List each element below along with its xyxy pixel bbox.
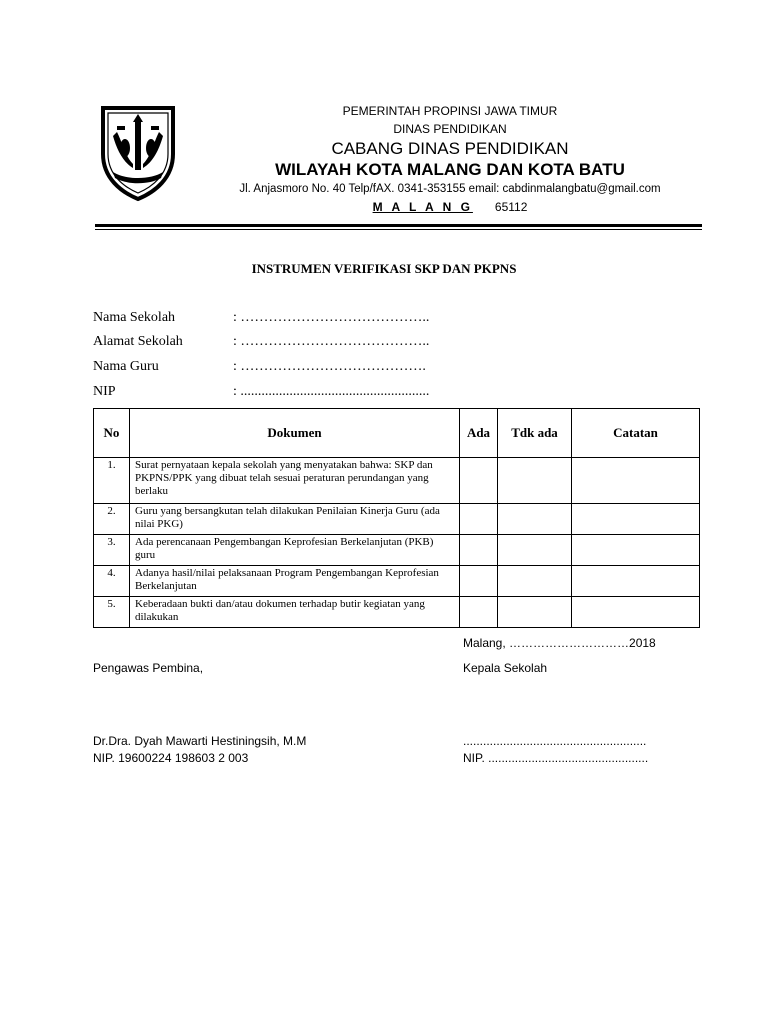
header-tdk-ada: Tdk ada — [498, 409, 572, 458]
letterhead-government: PEMERINTAH PROPINSI JAWA TIMUR — [342, 104, 558, 118]
field-label: Alamat Sekolah — [93, 334, 183, 349]
letterhead-branch: CABANG DINAS PENDIDIKAN — [331, 139, 569, 158]
header-no: No — [94, 409, 130, 458]
cell-tdk-ada[interactable] — [498, 458, 572, 504]
verification-table — [93, 408, 700, 628]
field-value: : …………………………………. — [233, 359, 426, 374]
cell-ada[interactable] — [460, 504, 498, 535]
cell-tdk-ada[interactable] — [498, 597, 572, 628]
field-nama-guru — [93, 359, 426, 375]
letterhead-divider-thin — [95, 229, 702, 230]
row-document: Adanya hasil/nilai pelaksanaan Program Pengembangan Keprofesian Berkelanjutan — [130, 566, 460, 597]
cell-catatan[interactable] — [572, 566, 700, 597]
row-document: Guru yang bersangkutan telah dilakukan Penilaian Kinerja Guru (ada nilai PKG) — [130, 504, 460, 535]
field-value: : ………………………………….. — [233, 310, 430, 325]
field-value: : ...................................................... — [233, 384, 430, 399]
letterhead-city: M A L A N G — [372, 200, 473, 214]
left-signer-name: Dr.Dra. Dyah Mawarti Hestiningsih, M.M — [93, 734, 307, 748]
field-nip — [93, 384, 429, 400]
signature-date: Malang, …………………………2018 — [463, 636, 656, 650]
cell-tdk-ada[interactable] — [498, 566, 572, 597]
table-row — [94, 597, 700, 628]
header-catatan: Catatan — [572, 409, 700, 458]
right-signer-title: Kepala Sekolah — [463, 661, 548, 675]
table-header-row — [94, 409, 700, 458]
cell-catatan[interactable] — [572, 504, 700, 535]
row-document: Keberadaan bukti dan/atau dokumen terhadap butir kegiatan yang dilakukan — [130, 597, 460, 628]
field-nama-sekolah — [93, 310, 429, 326]
row-number: 5. — [94, 597, 130, 628]
letterhead-department: DINAS PENDIDIKAN — [393, 122, 507, 136]
letterhead-address: Jl. Anjasmoro No. 40 Telp/fAX. 0341-353155 email: cabdinmalangbatu@gmail.com — [239, 183, 661, 195]
left-signer-nip: NIP. 19600224 198603 2 003 — [93, 751, 249, 765]
cell-catatan[interactable] — [572, 597, 700, 628]
left-signer-title: Pengawas Pembina, — [93, 661, 204, 675]
table-row — [94, 504, 700, 535]
letterhead-divider — [95, 224, 702, 227]
right-signer-nip: NIP. ................................................ — [463, 751, 649, 765]
row-number: 4. — [94, 566, 130, 597]
right-signer-name: ....................................................... — [463, 734, 647, 748]
row-number: 2. — [94, 504, 130, 535]
table-row — [94, 535, 700, 566]
field-label: Nama Sekolah — [93, 310, 176, 325]
table-row — [94, 566, 700, 597]
field-label: NIP — [93, 384, 116, 399]
row-document: Ada perencanaan Pengembangan Keprofesian Berkelanjutan (PKB) guru — [130, 535, 460, 566]
row-document: Surat pernyataan kepala sekolah yang menyatakan bahwa: SKP dan PKPNS/PPK yang dibuat telah sesuai peraturan perundangan yang berlaku — [130, 458, 460, 504]
cell-ada[interactable] — [460, 535, 498, 566]
row-number: 3. — [94, 535, 130, 566]
header-ada: Ada — [460, 409, 498, 458]
cell-catatan[interactable] — [572, 535, 700, 566]
document-title: INSTRUMEN VERIFIKASI SKP DAN PKPNS — [251, 261, 517, 276]
field-value: : ………………………………….. — [233, 334, 430, 349]
letterhead-city-line — [185, 200, 715, 214]
letterhead-postal-code: 65112 — [494, 200, 528, 214]
cell-tdk-ada[interactable] — [498, 535, 572, 566]
cell-ada[interactable] — [460, 566, 498, 597]
field-label: Nama Guru — [93, 359, 159, 374]
table-row — [94, 458, 700, 504]
header-dokumen: Dokumen — [130, 409, 460, 458]
cell-ada[interactable] — [460, 458, 498, 504]
cell-ada[interactable] — [460, 597, 498, 628]
cell-catatan[interactable] — [572, 458, 700, 504]
field-alamat-sekolah — [93, 334, 429, 350]
east-java-coat-of-arms-icon — [95, 102, 181, 202]
row-number: 1. — [94, 458, 130, 504]
cell-tdk-ada[interactable] — [498, 504, 572, 535]
letterhead-region: WILAYAH KOTA MALANG DAN KOTA BATU — [275, 160, 625, 179]
